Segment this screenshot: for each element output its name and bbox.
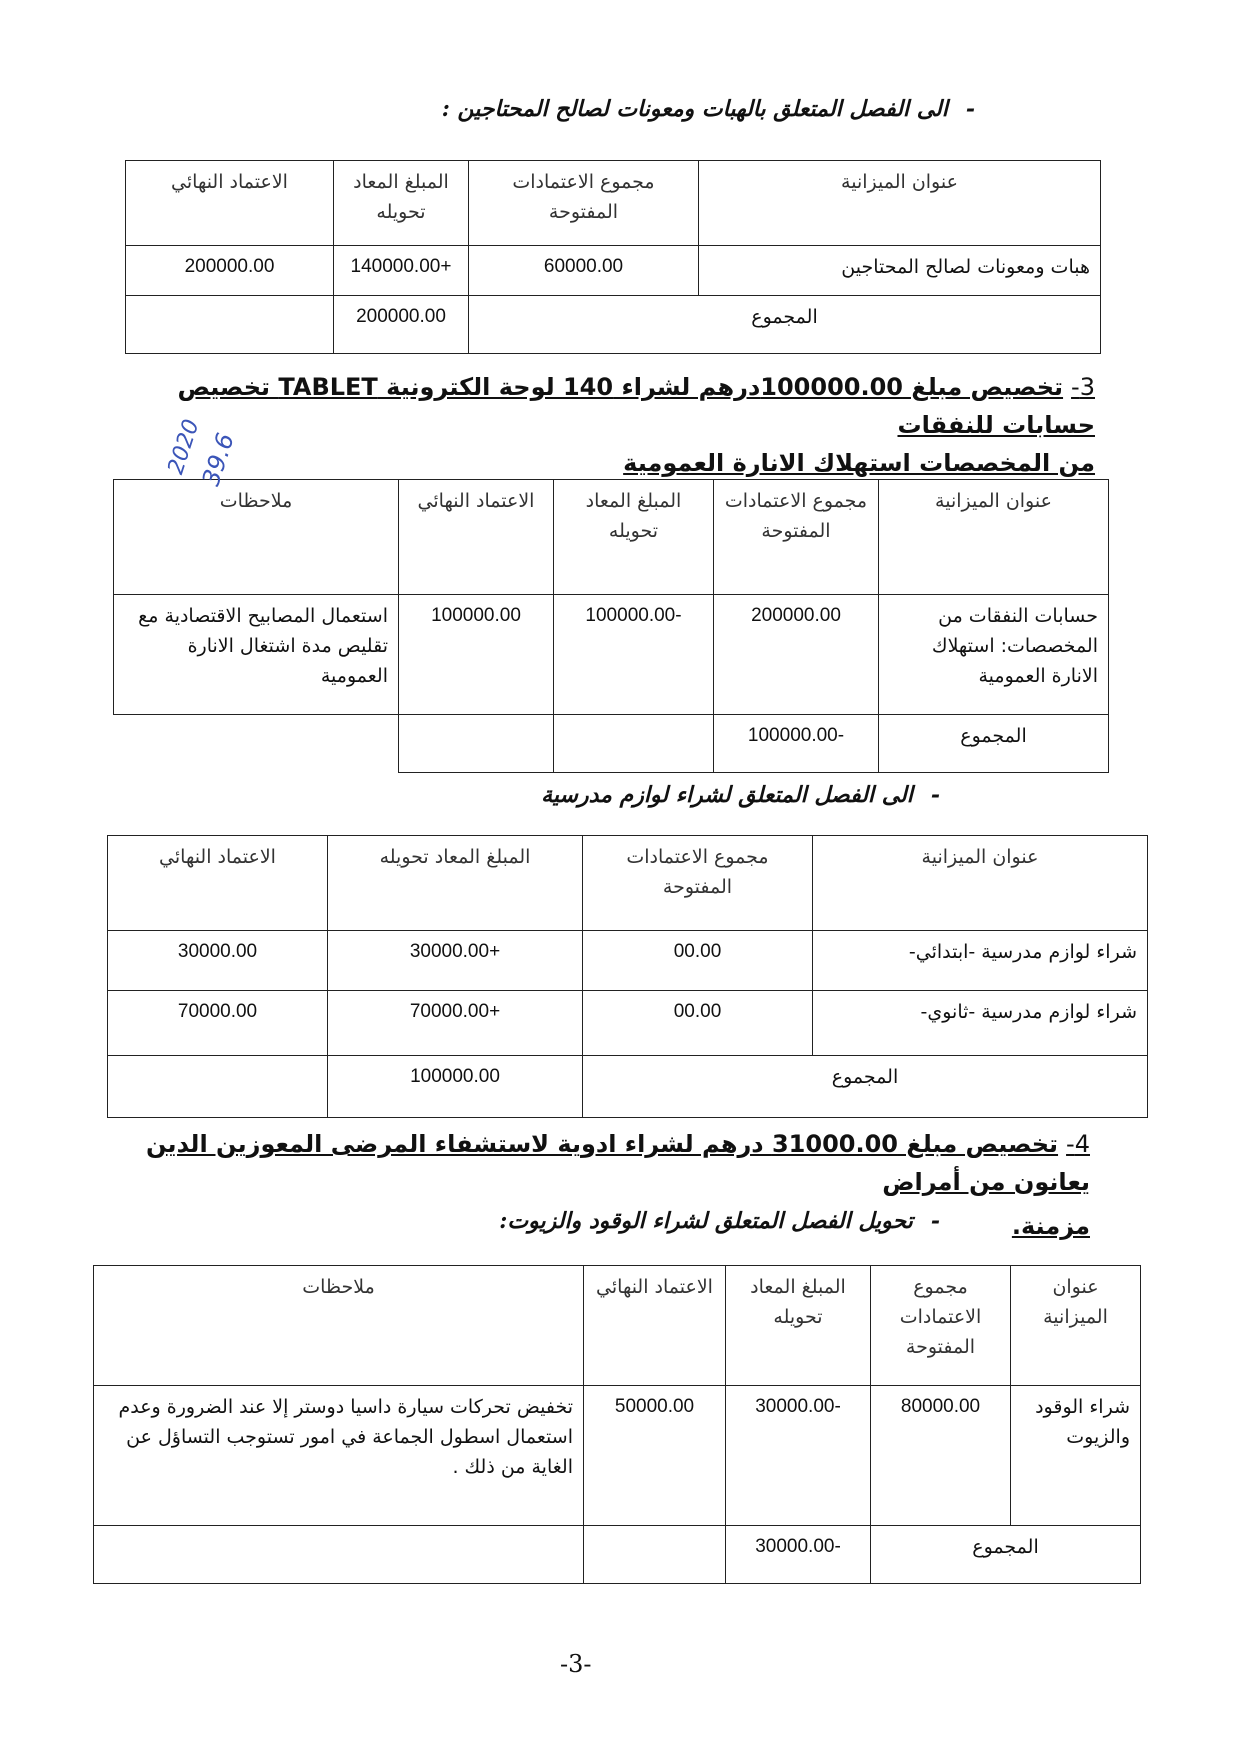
total-label: المجموع bbox=[583, 1056, 1148, 1118]
header-final-credit: الاعتماد النهائي bbox=[126, 161, 334, 246]
row-transferred-amount: +140000.00 bbox=[334, 246, 469, 296]
row-budget-title: هبات ومعونات لصالح المحتاجين bbox=[699, 246, 1101, 296]
header-final-credit: الاعتماد النهائي bbox=[399, 480, 554, 595]
row-budget-title: حسابات النفقات من المخصصات: استهلاك الانارة العمومية bbox=[879, 595, 1109, 715]
point3-line1: تخصيص مبلغ 100000.00درهم لشراء 140 لوحة الكترونية TABLET تخصيص حسابات للنفقات bbox=[177, 373, 1095, 439]
header-opened-credits: مجموع الاعتمادات المفتوحة bbox=[583, 836, 813, 931]
total-label: المجموع bbox=[879, 715, 1109, 773]
header-opened-credits: مجموع الاعتمادات المفتوحة bbox=[871, 1266, 1011, 1386]
row-final-credit: 200000.00 bbox=[126, 246, 334, 296]
header-budget-title: عنوان الميزانية bbox=[699, 161, 1101, 246]
point3-number: 3- bbox=[1071, 373, 1095, 401]
empty-cell bbox=[108, 1056, 328, 1118]
row-opened-credits: 60000.00 bbox=[469, 246, 699, 296]
header-transferred-amount: المبلغ المعاد تحويله bbox=[726, 1266, 871, 1386]
header-notes: ملاحظات bbox=[94, 1266, 584, 1386]
row-opened-credits: 200000.00 bbox=[714, 595, 879, 715]
total-value: 100000.00 bbox=[328, 1056, 583, 1118]
total-value: 200000.00 bbox=[334, 296, 469, 354]
row-transferred-amount: +70000.00 bbox=[328, 991, 583, 1056]
header-notes: ملاحظات bbox=[114, 480, 399, 595]
row-final-credit: 30000.00 bbox=[108, 931, 328, 991]
empty-cell bbox=[94, 1526, 584, 1584]
section2-heading: -الى الفصل المتعلق لشراء لوازم مدرسية bbox=[541, 782, 940, 808]
table-fuel-oils bbox=[93, 1265, 1141, 1584]
section3-heading: -تحويل الفصل المتعلق لشراء الوقود والزيوت: bbox=[499, 1208, 940, 1234]
header-final-credit: الاعتماد النهائي bbox=[108, 836, 328, 931]
point4-line1: تخصيص مبلغ 31000.00 درهم لشراء ادوية لاستشفاء المرضى المعوزين الدين يعانون من أمراض bbox=[145, 1130, 1090, 1196]
header-final-credit: الاعتماد النهائي bbox=[584, 1266, 726, 1386]
row-notes: تخفيض تحركات سيارة داسيا دوستر إلا عند الضرورة وعدم استعمال اسطول الجماعة في امور تستوجب التساؤل عن الغاية من ذلك . bbox=[94, 1386, 584, 1526]
empty-cell bbox=[399, 715, 554, 773]
total-value: -100000.00 bbox=[714, 715, 879, 773]
row-final-credit: 70000.00 bbox=[108, 991, 328, 1056]
row-budget-title: شراء لوازم مدرسية -ابتدائي- bbox=[813, 931, 1148, 991]
row-transferred-amount: +30000.00 bbox=[328, 931, 583, 991]
header-transferred-amount: المبلغ المعاد تحويله bbox=[328, 836, 583, 931]
row-notes: استعمال المصابيح الاقتصادية مع تقليص مدة اشتغال الانارة العمومية bbox=[114, 595, 399, 715]
total-label: المجموع bbox=[469, 296, 1101, 354]
table-school-supplies bbox=[107, 835, 1148, 1118]
header-budget-title: عنوان الميزانية bbox=[1011, 1266, 1141, 1386]
point4-line2: مزمنة. bbox=[1011, 1212, 1090, 1240]
header-opened-credits: مجموع الاعتمادات المفتوحة bbox=[714, 480, 879, 595]
row-final-credit: 50000.00 bbox=[584, 1386, 726, 1526]
header-transferred-amount: المبلغ المعاد تحويله bbox=[554, 480, 714, 595]
empty-cell bbox=[584, 1526, 726, 1584]
stamp-number: 39.6 bbox=[196, 429, 240, 490]
header-opened-credits: مجموع الاعتمادات المفتوحة bbox=[469, 161, 699, 246]
point3-line2: من المخصصات استهلاك الانارة العمومية bbox=[623, 449, 1095, 477]
table-donations bbox=[125, 160, 1101, 354]
row-budget-title: شراء لوازم مدرسية -ثانوي- bbox=[813, 991, 1148, 1056]
row-opened-credits: 80000.00 bbox=[871, 1386, 1011, 1526]
header-budget-title: عنوان الميزانية bbox=[879, 480, 1109, 595]
point4-number: 4- bbox=[1066, 1130, 1090, 1158]
section1-heading: -الى الفصل المتعلق بالهبات ومعونات لصالح المحتاجين : bbox=[441, 96, 975, 122]
header-transferred-amount: المبلغ المعاد تحويله bbox=[334, 161, 469, 246]
row-transferred-amount: -30000.00 bbox=[726, 1386, 871, 1526]
total-label: المجموع bbox=[871, 1526, 1141, 1584]
total-value: -30000.00 bbox=[726, 1526, 871, 1584]
row-final-credit: 100000.00 bbox=[399, 595, 554, 715]
row-opened-credits: 00.00 bbox=[583, 991, 813, 1056]
row-transferred-amount: -100000.00 bbox=[554, 595, 714, 715]
header-budget-title: عنوان الميزانية bbox=[813, 836, 1148, 931]
row-budget-title: شراء الوقود والزيوت bbox=[1011, 1386, 1141, 1526]
empty-cell bbox=[554, 715, 714, 773]
page-number: -3- bbox=[560, 1650, 592, 1678]
stamp-date: 2020 bbox=[163, 416, 205, 478]
row-opened-credits: 00.00 bbox=[583, 931, 813, 991]
